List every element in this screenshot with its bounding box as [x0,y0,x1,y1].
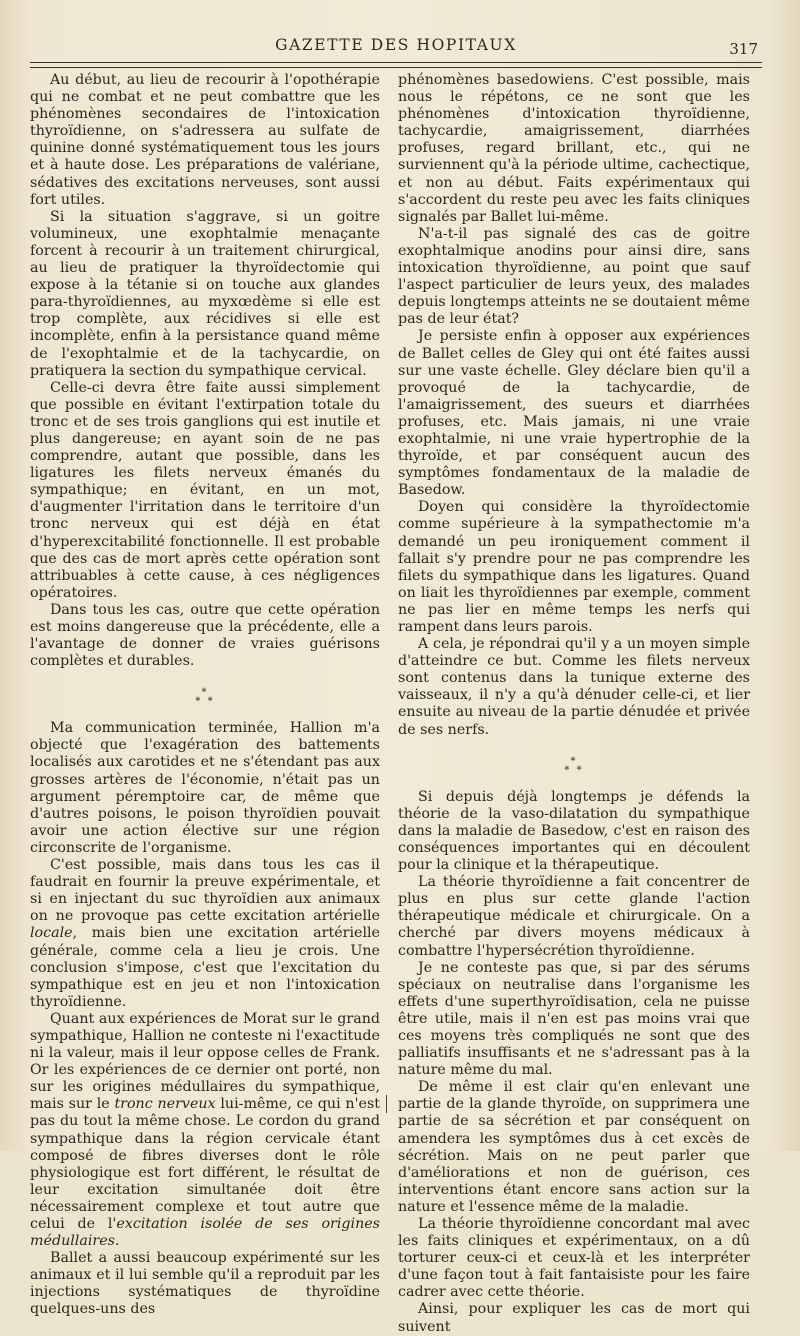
paragraph: Doyen qui considère la thyroïdectomie comme supérieure à la sympathectomie m'a demandé un peu ironiquement comment il fallait s'y prendre pour ne pas comprendre les filets du sympathique dans les ligatures. Quand on liait les thyroïdiennes par exemple, comment ne pas lier en même temps les nerfs qui rampent dans leurs parois. [398,499,750,635]
italic-text: tronc nerveux [114,1096,216,1113]
paragraph: Ainsi, pour expliquer les cas de mort qui suivent [398,1301,750,1335]
paragraph: Je ne conteste pas que, si par des sérums spéciaux on neutralise dans l'organisme les effets d'une superthyroïdisation, cela ne puisse être utile, mais il n'en est pas moins vrai que ces moyens très compliqués ne sont que des palliatifs insuffisants et ne s'adressant pas à la nature même du mal. [398,959,750,1079]
header-rule-thin [30,67,762,68]
paragraph: Dans tous les cas, outre que cette opération est moins dangereuse que la précédente, elle a l'avantage de donner de vraies guérisons complètes et durables. [30,601,380,670]
journal-title: GAZETTE DES HOPITAUX [275,36,517,54]
text-run: . [114,1233,120,1250]
paragraph: A cela, je répondrai qu'il y a un moyen simple d'atteindre ce but. Comme les filets nerveux sont contenus dans la tunique externe des vaisseaux, il n'y a qu'à dénuder celle-ci, et lier ensuite au niveau de la partie dénudée et privée de ses nerfs. [398,636,750,738]
paragraph: Celle-ci devra être faite aussi simplement que possible en évitant l'extirpation totale du tronc et de ses trois ganglions qui est inutile et plus dangereuse; en ayant soin de ne pas comprendre, autant que possible, dans les ligatures les filets nerveux émanés du sympathique; en évitant, en un mot, d'augmenter l'irritation dans le territoire d'un tronc nerveux qui est déjà en état d'hyperexcitabilité fonctionnelle. Il est probable que des cas de mort après cette opération sont attribuables à cette cause, à ces négligences opératoires. [30,379,380,601]
paragraph [30,857,380,1011]
left-column [30,72,380,1319]
paragraph: Ma communication terminée, Hallion m'a objecté que l'exagération des battements localisés aux carotides et ne s'étendant pas aux grosses artères de l'économie, n'était pas un argument péremptoire car, de même que d'autres poisons, le poison thyroïdien pouvait avoir une action élective sur une région circonscrite de l'organisme. [30,720,380,856]
text-run: Quant aux expériences de Morat sur le grand sympathique, Hallion ne conteste ni l'exactitude ni la valeur, mais il leur oppose celles de Frank. Or les expériences de ce dernier ont porté, non sur les origines médullaires du sympathique, mais sur le [30,1010,380,1113]
right-column [398,72,750,1336]
paragraph: Au début, au lieu de recourir à l'opothérapie qui ne combat et ne peut combattre que les phénomènes secondaires de l'intoxication thyroïdienne, on s'adressera au sulfate de quinine donné systématiquement tous les jours et à haute dose. Les préparations de valériane, sédatives des excitations nerveuses, sont aussi fort utiles. [30,72,380,208]
page-header [30,30,762,62]
text-run: C'est possible, mais dans tous les cas il faudrait en fournir la preuve expérimentale, et si en injectant du suc thyroïdien aux animaux on ne provoque pas cette excitation artérielle [30,857,380,925]
header-rule-thick [30,62,762,63]
column-separator [386,1095,387,1113]
paragraph: La théorie thyroïdienne concordant mal avec les faits cliniques et expérimentaux, on a dû torturer ceux-ci et ceux-là et les interpréter d'une façon tout à fait fantaisiste pour les faire cadrer avec cette théorie. [398,1216,750,1301]
paragraph: Ballet a aussi beaucoup expérimenté sur les animaux et il lui semble qu'il a reproduit par les injections systématiques de thyroïdine quelques-uns des [30,1250,380,1318]
paragraph: phénomènes basedowiens. C'est possible, mais nous le répétons, ce ne sont que les phénomènes d'intoxication thyroïdienne, tachycardie, amaigrissement, diarrhées profuses, regard brillant, etc., qui ne surviennent qu'à la période ultime, cachectique, et non au début. Faits expérimentaux qui s'accordent du reste peu avec les faits cliniques signalés par Ballet lui-même. [398,72,750,225]
text-run: , mais bien une excitation artérielle générale, comme cela a lieu je crois. Une conclusion s'impose, c'est que l'excitation du sympathique est en jeu et non l'intoxication thyroïdienne. [30,925,380,1010]
text-run: lui-même, ce qui n'est pas du tout la même chose. Le cordon du grand sympathique dans la région cervicale étant composé de fibres diverses dont le rôle physiologique est fort différent, le résultat de leur excitation simultanée doit être nécessairement complexe et tout autre que celui de l' [30,1096,380,1232]
italic-text: locale [30,925,73,942]
italic-text: excitation isolée de ses origines médullaires [30,1216,380,1250]
paragraph: Si la situation s'aggrave, si un goitre volumineux, une exophtalmie menaçante forcent à recourir à un traitement chirurgical, au lieu de pratiquer la thyroïdectomie qui expose à la tétanie si on touche aux glandes para-thyroïdiennes, au myxœdème si elle est trop complète, aux récidives si elle est incomplète, enfin à la persistance quand même de l'exophtalmie et de la tachycardie, on pratiquera la section du sympathique cervical. [30,208,380,379]
page-number: 317 [729,40,758,58]
section-separator-asterisks: * * * [195,687,215,708]
paragraph [30,1011,380,1250]
paragraph: N'a-t-il pas signalé des cas de goitre exophtalmique anodins pour ainsi dire, sans intoxication thyroïdienne, au point que sauf l'aspect particulier de leurs yeux, des malades depuis longtemps atteints ne se doutaient même pas de leur état? [398,225,750,328]
paragraph: Je persiste enfin à opposer aux expériences de Ballet celles de Gley qui ont été faites aussi sur une vaste échelle. Gley déclare bien qu'il a provoqué de la tachycardie, de l'amaigrissement, des sueurs et diarrhées profuses, etc. Mais jamais, ni une vraie exophtalmie, ni une vraie hypertrophie de la thyroïde, et par conséquent aucun des symptômes fondamentaux de la maladie de Basedow. [398,328,750,499]
section-separator-asterisks: * * * [564,755,584,776]
paragraph: La théorie thyroïdienne a fait concentrer de plus en plus sur cette glande l'action thérapeutique médicale et chirurgicale. On a cherché par divers moyens médicaux à combattre l'hypersécrétion thyroïdienne. [398,874,750,959]
paragraph: De même il est clair qu'en enlevant une partie de la glande thyroïde, on supprimera une partie de sa sécrétion et par conséquent on amendera les symptômes dus à cet excès de sécrétion. Mais on ne peut parler que d'améliorations et non de guérison, ces interventions étant encore sans action sur la nature et l'essence même de la maladie. [398,1079,750,1215]
paragraph: Si depuis déjà longtemps je défends la théorie de la vaso-dilatation du sympathique dans la maladie de Basedow, c'est en raison des conséquences importantes qui en découlent pour la clinique et la thérapeutique. [398,788,750,874]
